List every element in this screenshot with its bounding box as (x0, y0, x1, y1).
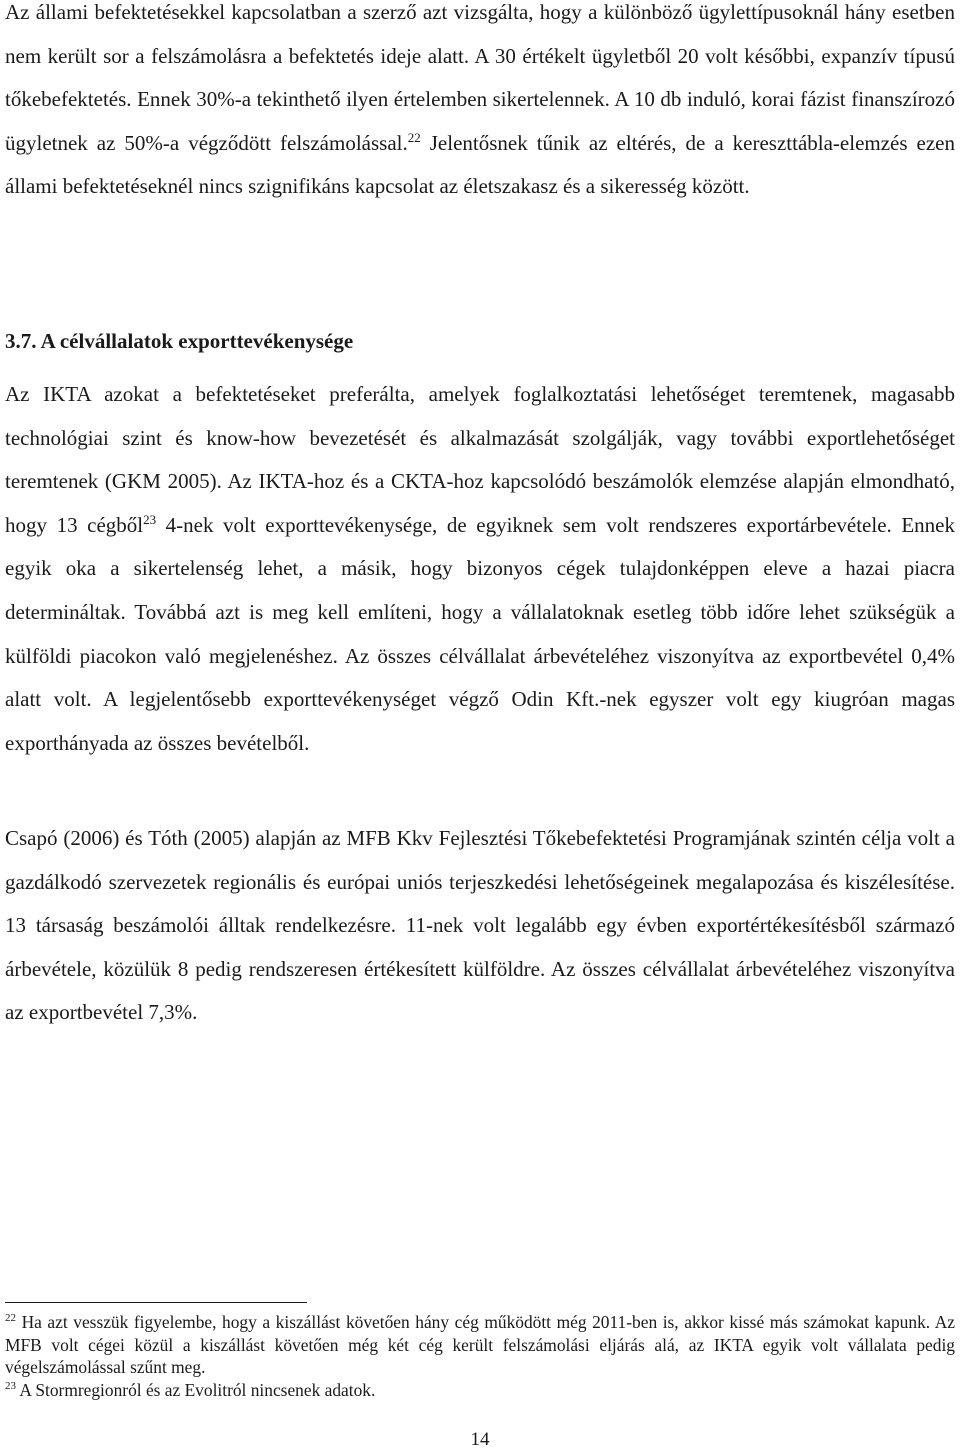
paragraph-2-text-continued: 4-nek volt exporttevékenysége, de egyiknek sem volt rendszeres exportárbevétele. Ennek egyik oka a sikertelenség lehet, a másik, hogy bizonyos cégek tulajdonképpen eleve a hazai piacra determináltak. Továbbá azt is meg kell említeni, hogy a vállalatoknak esetleg több időre lehet szükségük a külföldi piacokon való megjelenéshez. Az összes célvállalat árbevételéhez viszonyítva az exportbevétel 0,4% alatt volt. A legjelentősebb exporttevékenységet végző Odin Kft.-nek egyszer volt egy kiugróan magas exporthányada az összes bevételből. (5, 512, 955, 755)
page-number: 14 (470, 1429, 490, 1450)
footnote-separator (5, 1302, 307, 1303)
footnote-text: Ha azt vesszük figyelembe, hogy a kiszállást követően hány cég működött még 2011-ben is, akkor kissé más számokat kapunk. Az MFB volt cégei közül a kiszállást követően még két cég került felszámolási eljárás alá, az IKTA egyik volt vállalata pedig végelszámolással szűnt meg. (5, 1312, 955, 1377)
footnote-number: 23 (5, 1379, 16, 1392)
body-paragraph-1 (5, 0, 955, 209)
footnote-ref-23[interactable]: 23 (143, 511, 157, 527)
paragraph-2-text: Az IKTA azokat a befektetéseket preferálta, amelyek foglalkoztatási lehetőséget teremtenek, magasabb technológiai szint és know-how bevezetését és alkalmazását szolgálják, vagy további exportlehetőséget teremtenek (GKM 2005). Az IKTA-hoz és a CKTA-hoz kapcsolódó beszámolók elemzése alapján elmondható, hogy 13 cégből (5, 382, 955, 537)
body-paragraph-3: Csapó (2006) és Tóth (2005) alapján az MFB Kkv Fejlesztési Tőkebefektetési Programjának szintén célja volt a gazdálkodó szervezetek regionális és európai uniós terjeszkedési lehetőségeinek megalapozása és kiszélesítése. 13 társaság beszámolói álltak rendelkezésre. 11-nek volt legalább egy évben exportértékesítésből származó árbevétele, közülük 8 pedig rendszeresen értékesített külföldre. Az összes célvállalat árbevételéhez viszonyítva az exportbevétel 7,3%. (5, 826, 955, 1025)
footnote-text: A Stormregionról és az Evolitról nincsenek adatok. (16, 1379, 376, 1400)
footnote-23 (5, 1379, 955, 1402)
footnote-number: 22 (5, 1312, 16, 1325)
footnote-ref-22[interactable]: 22 (407, 129, 421, 145)
footnotes (5, 1311, 955, 1401)
footnote-22 (5, 1311, 955, 1379)
paragraph-1-text-continued: Jelentősnek tűnik az eltérés, de a kereszttábla-elemzés ezen állami befektetéseknél nincs szignifikáns kapcsolat az életszakasz és a sikeresség között. (5, 130, 956, 199)
paragraph-1-text: Az állami befektetésekkel kapcsolatban a szerző azt vizsgálta, hogy a különböző ügylettípusoknál hány esetben nem került sor a felszámolásra a befektetés ideje alatt. A 30 értékelt ügyletből 20 volt későbbi, expanzív típusú tőkebefektetés. Ennek 30%-a tekinthető ilyen értelemben sikertelennek. A 10 db induló, korai fázist finanszírozó ügyletnek az 50%-a végződött felszámolással. (5, 0, 955, 155)
body-paragraph-2 (5, 373, 955, 765)
section-heading: 3.7. A célvállalatok exporttevékenysége (5, 329, 354, 353)
